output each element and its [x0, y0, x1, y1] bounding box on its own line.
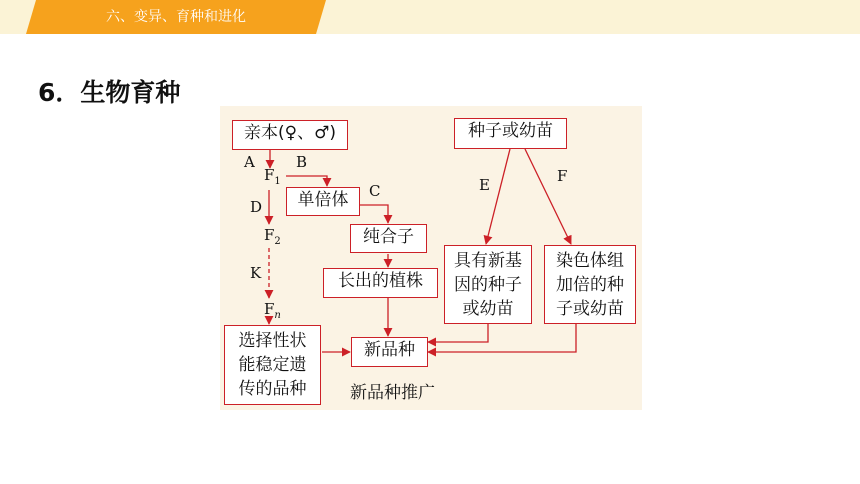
- footer-text: 新品种推广: [350, 383, 435, 403]
- box-new-variety: 新品种: [351, 337, 428, 367]
- arrow-c: [360, 205, 388, 223]
- edge-label-e: E: [479, 176, 490, 194]
- arrow-new-gene-to-new-variety: [428, 324, 488, 342]
- arrow-f: [525, 149, 571, 244]
- breadcrumb: 六、变异、育种和进化: [106, 9, 246, 25]
- box-seed-seedling: 种子或幼苗: [454, 118, 567, 149]
- box-haploid: 单倍体: [286, 187, 360, 216]
- edge-label-d: D: [250, 198, 263, 216]
- generation-f1: $F_1$: [264, 166, 281, 187]
- arrow-e: [486, 149, 510, 244]
- box-doubled-chromosome: 染色体组 加倍的种 子或幼苗: [544, 245, 636, 324]
- box-parents: 亲本(♀、♂): [232, 120, 348, 150]
- generation-f2: $F_2$: [264, 226, 281, 247]
- box-select-stable: 选择性状 能稳定遗 传的品种: [224, 325, 321, 405]
- arrow-b: [286, 176, 327, 186]
- box-homozygote: 纯合子: [350, 224, 427, 253]
- edge-label-a: A: [244, 153, 255, 171]
- edge-label-f: F: [557, 167, 568, 185]
- page-title: 6．生物育种: [38, 78, 181, 107]
- generation-fn: $F_n$: [264, 300, 281, 321]
- box-new-gene-seed: 具有新基 因的种子 或幼苗: [444, 245, 532, 324]
- box-grown-plant: 长出的植株: [323, 268, 438, 298]
- arrow-doubled-to-new-variety: [428, 324, 576, 352]
- edge-label-k: K: [250, 264, 262, 282]
- edge-label-b: B: [296, 153, 308, 171]
- edge-label-c: C: [369, 182, 381, 200]
